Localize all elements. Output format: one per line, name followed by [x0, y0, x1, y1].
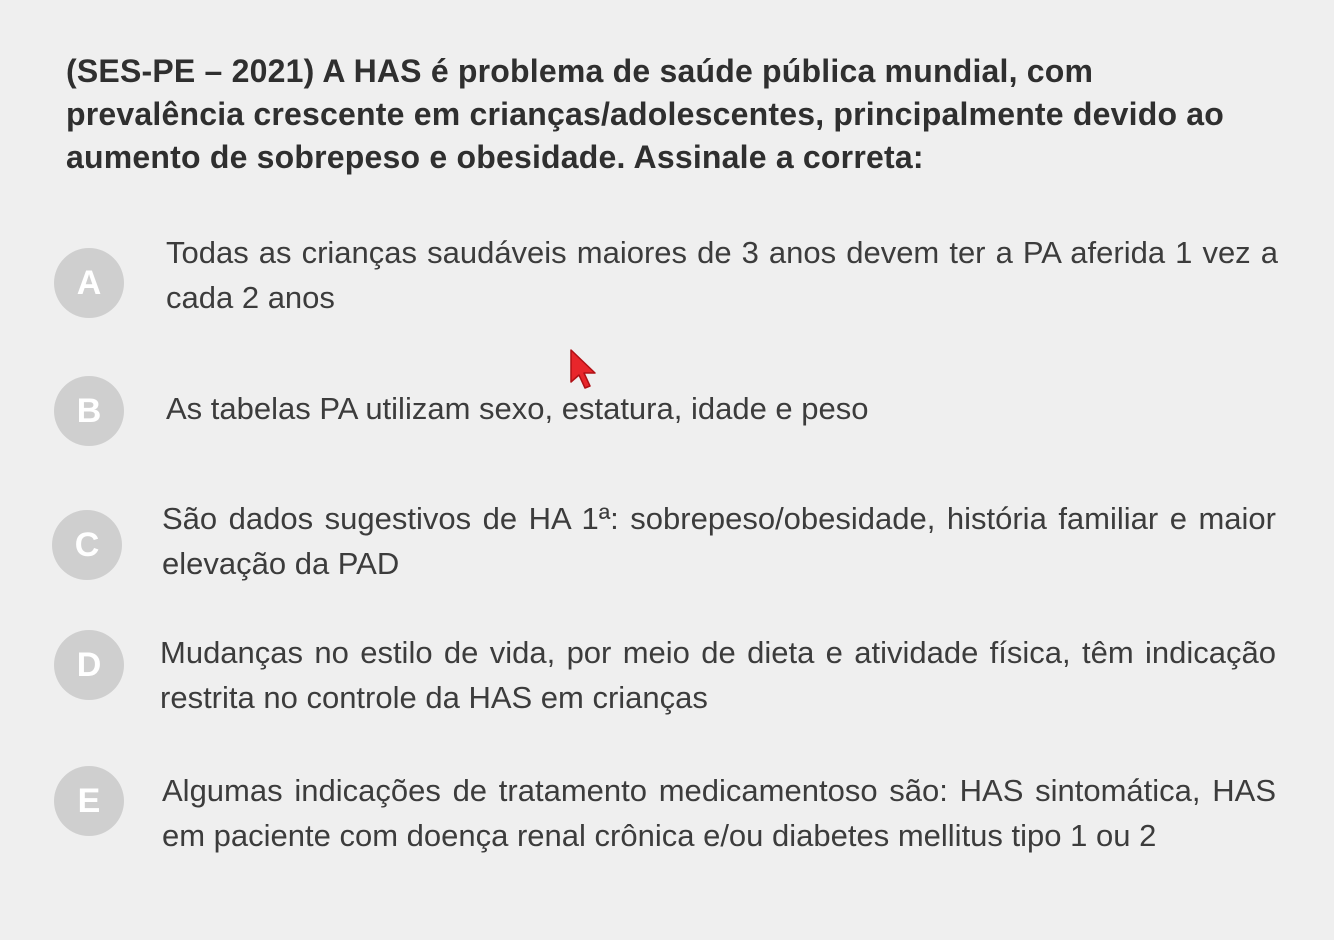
option-text-a: Todas as crianças saudáveis maiores de 3 anos devem ter a PA aferida 1 vez a cada 2 anos [166, 235, 1278, 315]
option-badge-b: B [54, 376, 124, 446]
option-badge-c: C [52, 510, 122, 580]
option-badge-e: E [54, 766, 124, 836]
option-badge-d: D [54, 630, 124, 700]
question-text: (SES-PE – 2021) A HAS é problema de saúde pública mundial, com prevalência crescente em crianças/adolescentes, principalmente devido ao aumento de sobrepeso e obesidade. Assinale a correta: [66, 53, 1225, 175]
option-text-d: Mudanças no estilo de vida, por meio de dieta e atividade física, têm indicação restrita no controle da HAS em crianças [160, 635, 1276, 715]
option-text-b: As tabelas PA utilizam sexo, estatura, idade e peso [166, 391, 869, 426]
option-text-c: São dados sugestivos de HA 1ª: sobrepeso/obesidade, história familiar e maior elevação da PAD [162, 501, 1276, 581]
option-badge-a: A [54, 248, 124, 318]
pointer-arrow-icon [568, 348, 602, 392]
option-text-e: Algumas indicações de tratamento medicamentoso são: HAS sintomática, HAS em paciente com doença renal crônica e/ou diabetes mellitus tipo 1 ou 2 [162, 773, 1276, 853]
